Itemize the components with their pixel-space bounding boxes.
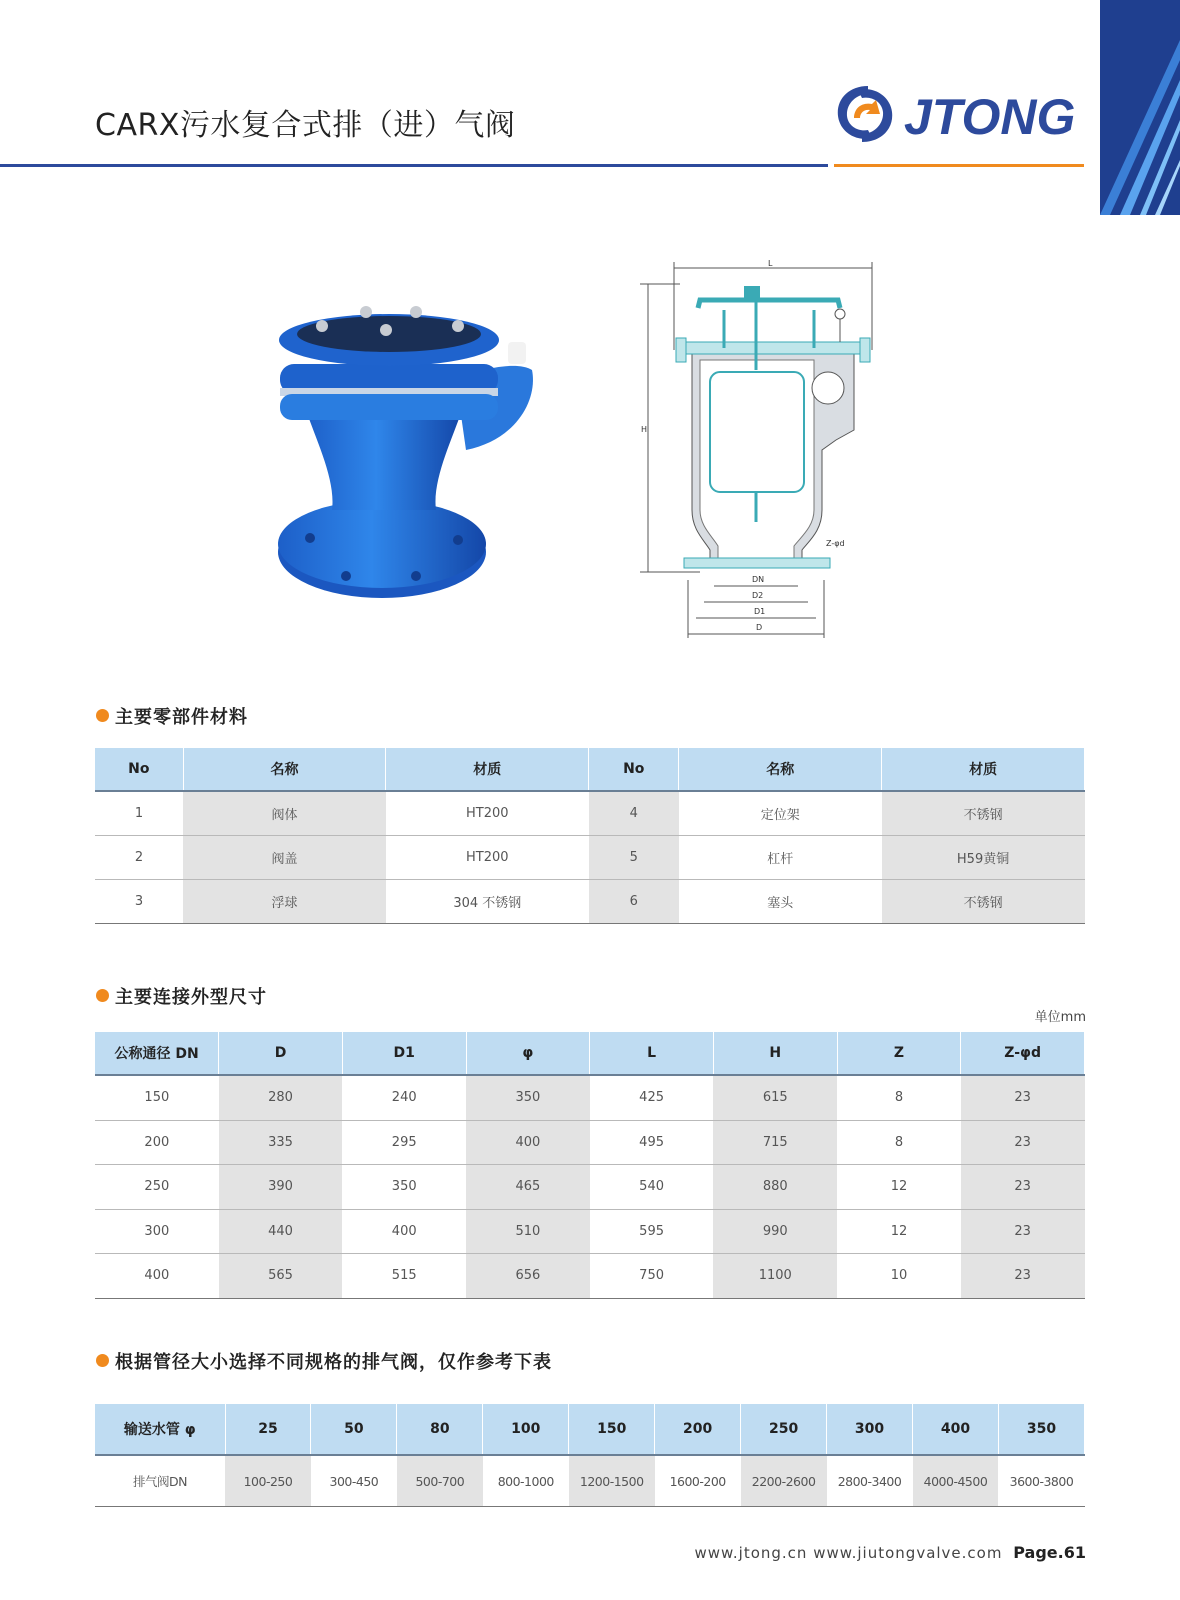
col-header-pipe: 输送水管 φ [95, 1404, 225, 1455]
jtong-logo [832, 78, 1092, 150]
dim-label-d1: D1 [754, 607, 766, 616]
col-header-zphid: Z-φd [961, 1032, 1085, 1075]
valve-photo [276, 300, 548, 604]
table-cell: 8 [837, 1075, 961, 1120]
dims-section-title [96, 983, 267, 1009]
col-header-l: L [590, 1032, 714, 1075]
dim-label-dn: DN [752, 575, 765, 584]
table-cell: 595 [590, 1209, 714, 1254]
corner-decoration [1100, 0, 1180, 215]
table-cell: 510 [466, 1209, 590, 1254]
col-header-size: 300 [827, 1404, 913, 1455]
table-cell: 990 [713, 1209, 837, 1254]
table-cell: H59黄铜 [882, 836, 1085, 880]
col-header-z: Z [837, 1032, 961, 1075]
valve-technical-drawing [640, 260, 885, 645]
table-cell: 23 [961, 1165, 1085, 1210]
table-cell: HT200 [386, 836, 589, 880]
table-cell: 400 [95, 1254, 219, 1299]
table-row [95, 1120, 1085, 1165]
table-cell: 880 [713, 1165, 837, 1210]
table-cell: 1600-200 [655, 1455, 741, 1507]
table-cell: 4 [589, 791, 679, 836]
table-cell: 400 [342, 1209, 466, 1254]
table-cell: 23 [961, 1075, 1085, 1120]
col-header-name: 名称 [679, 748, 882, 791]
table-header-row [95, 1404, 1085, 1455]
table-cell: 3600-3800 [998, 1455, 1084, 1507]
table-row [95, 1209, 1085, 1254]
table-cell: 425 [590, 1075, 714, 1120]
col-header-size: 250 [741, 1404, 827, 1455]
table-cell: 500-700 [397, 1455, 483, 1507]
col-header-d1: D1 [342, 1032, 466, 1075]
table-cell: 12 [837, 1165, 961, 1210]
table-cell: 1 [95, 791, 183, 836]
table-cell: 656 [466, 1254, 590, 1299]
table-cell: 565 [219, 1254, 343, 1299]
table-cell: 杠杆 [679, 836, 882, 880]
table-cell: 800-1000 [483, 1455, 569, 1507]
col-header-size: 80 [397, 1404, 483, 1455]
table-cell: 不锈钢 [882, 880, 1085, 924]
table-cell: 300 [95, 1209, 219, 1254]
table-cell: 495 [590, 1120, 714, 1165]
select-section-title-text: 根据管径大小选择不同规格的排气阀，仅作参考下表 [115, 1352, 552, 1373]
table-cell: 排气阀DN [95, 1455, 225, 1507]
table-cell: 不锈钢 [882, 791, 1085, 836]
table-cell: 23 [961, 1120, 1085, 1165]
bullet-dot-icon [96, 1354, 109, 1367]
dim-label-d: D [756, 623, 763, 632]
table-cell: 阀体 [183, 791, 386, 836]
table-cell: 295 [342, 1120, 466, 1165]
table-cell: 1200-1500 [569, 1455, 655, 1507]
table-cell: 阀盖 [183, 836, 386, 880]
table-cell: 200 [95, 1120, 219, 1165]
table-cell: 12 [837, 1209, 961, 1254]
col-header-size: 50 [311, 1404, 397, 1455]
table-cell: 8 [837, 1120, 961, 1165]
table-cell: 515 [342, 1254, 466, 1299]
table-cell: HT200 [386, 791, 589, 836]
col-header-material: 材质 [386, 748, 589, 791]
table-cell: 400 [466, 1120, 590, 1165]
col-header-size: 100 [483, 1404, 569, 1455]
dim-label-h: H [641, 425, 648, 434]
table-cell: 5 [589, 836, 679, 880]
col-header-name: 名称 [183, 748, 386, 791]
brand-wordmark: JTONG [904, 89, 1076, 145]
header-rule-blue [0, 164, 828, 167]
table-cell: 塞头 [679, 880, 882, 924]
table-row [95, 1254, 1085, 1299]
table-cell: 240 [342, 1075, 466, 1120]
col-header-no: No [95, 748, 183, 791]
table-cell: 715 [713, 1120, 837, 1165]
select-section-title [96, 1348, 552, 1374]
table-cell: 300-450 [311, 1455, 397, 1507]
selection-reference-table [95, 1404, 1085, 1507]
table-row [95, 1075, 1085, 1120]
page-footer [694, 1543, 1086, 1562]
logo-mark-icon [838, 86, 892, 142]
table-cell: 390 [219, 1165, 343, 1210]
dim-label-l: L [768, 260, 773, 268]
table-cell: 10 [837, 1254, 961, 1299]
dim-label-zphid: Z-φd [826, 539, 845, 548]
table-cell: 350 [342, 1165, 466, 1210]
footer-urls: www.jtong.cn www.jiutongvalve.com [694, 1544, 1003, 1562]
table-cell: 2200-2600 [741, 1455, 827, 1507]
table-cell: 100-250 [225, 1455, 311, 1507]
col-header-d: D [219, 1032, 343, 1075]
table-cell: 6 [589, 880, 679, 924]
table-cell: 23 [961, 1209, 1085, 1254]
col-header-phi: φ [466, 1032, 590, 1075]
table-cell: 1100 [713, 1254, 837, 1299]
table-cell: 540 [590, 1165, 714, 1210]
table-row [95, 1455, 1085, 1507]
table-cell: 750 [590, 1254, 714, 1299]
table-row [95, 791, 1085, 836]
col-header-no: No [589, 748, 679, 791]
table-cell: 440 [219, 1209, 343, 1254]
parts-section-title-text: 主要零部件材料 [115, 707, 248, 728]
col-header-size: 150 [569, 1404, 655, 1455]
table-cell: 465 [466, 1165, 590, 1210]
col-header-dn: 公称通径 DN [95, 1032, 219, 1075]
table-cell: 280 [219, 1075, 343, 1120]
table-header-row [95, 1032, 1085, 1075]
table-cell: 615 [713, 1075, 837, 1120]
table-cell: 定位架 [679, 791, 882, 836]
bullet-dot-icon [96, 989, 109, 1002]
parts-section-title [96, 703, 248, 729]
col-header-h: H [713, 1032, 837, 1075]
col-header-size: 200 [655, 1404, 741, 1455]
bullet-dot-icon [96, 709, 109, 722]
table-cell: 23 [961, 1254, 1085, 1299]
unit-label: 单位mm [1034, 1010, 1086, 1025]
table-cell: 150 [95, 1075, 219, 1120]
table-cell: 250 [95, 1165, 219, 1210]
table-cell: 304 不锈钢 [386, 880, 589, 924]
col-header-material: 材质 [882, 748, 1085, 791]
table-cell: 3 [95, 880, 183, 924]
parts-material-table [95, 748, 1085, 924]
table-header-row [95, 748, 1085, 791]
table-row [95, 836, 1085, 880]
col-header-size: 400 [913, 1404, 999, 1455]
table-cell: 335 [219, 1120, 343, 1165]
table-row [95, 1165, 1085, 1210]
col-header-size: 25 [225, 1404, 311, 1455]
dims-section-title-text: 主要连接外型尺寸 [115, 987, 267, 1008]
table-cell: 2800-3400 [827, 1455, 913, 1507]
dim-label-d2: D2 [752, 591, 764, 600]
table-cell: 350 [466, 1075, 590, 1120]
page-number: Page.61 [1013, 1543, 1086, 1562]
col-header-size: 350 [998, 1404, 1084, 1455]
header-rule-orange [834, 164, 1084, 167]
dimensions-table [95, 1032, 1085, 1299]
table-cell: 浮球 [183, 880, 386, 924]
table-row [95, 880, 1085, 924]
table-cell: 2 [95, 836, 183, 880]
table-cell: 4000-4500 [913, 1455, 999, 1507]
page-title: CARX污水复合式排（进）气阀 [95, 108, 516, 143]
